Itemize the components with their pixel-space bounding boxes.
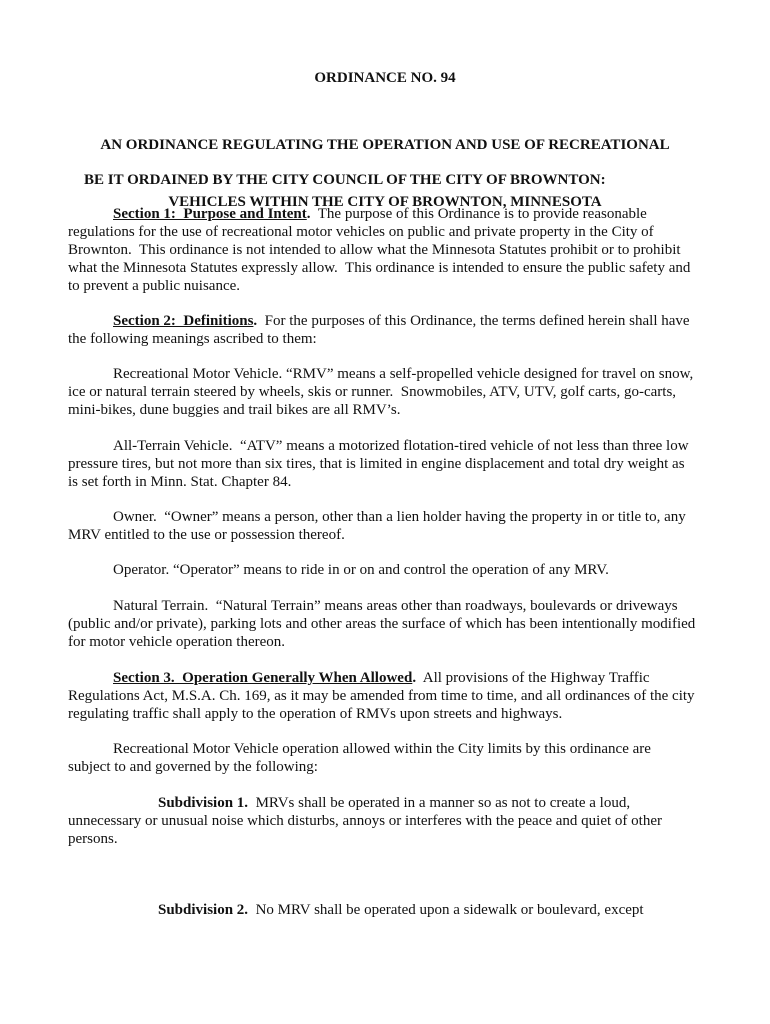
paragraph-line	[68, 205, 758, 223]
paragraph-line: what the Minnesota Statutes expressly allow. This ordinance is intended to ensure the public safety and	[68, 260, 691, 276]
paragraph-line	[68, 312, 758, 330]
paragraph-line: pressure tires, but not more than six tires, that is limited in engine displacement and total dry weight as	[68, 456, 685, 472]
paragraph-line: subject to and governed by the following:	[68, 759, 318, 775]
paragraph-text: For the purposes of this Ordinance, the terms defined herein shall have	[257, 313, 690, 329]
paragraph-line: is set forth in Minn. Stat. Chapter 84.	[68, 474, 292, 490]
paragraph-line: ice or natural terrain steered by wheels, skis or runner. Snowmobiles, ATV, UTV, golf carts, go-carts,	[68, 384, 677, 400]
ordinance-title-line: VEHICLES WITHIN THE CITY OF BROWNTON, MINNESOTA	[168, 194, 602, 210]
paragraph-line: unnecessary or unusual noise which disturbs, annoys or interferes with the peace and quiet of other	[68, 813, 662, 829]
definition-operator	[68, 561, 758, 579]
paragraph-line	[68, 901, 758, 919]
section-3-intro	[68, 740, 758, 776]
paragraph-line: the following meanings ascribed to them:	[68, 331, 317, 347]
paragraph-text: No MRV shall be operated upon a sidewalk or boulevard, except	[248, 902, 644, 918]
paragraph-text: The purpose of this Ordinance is to provide reasonable	[310, 206, 647, 222]
paragraph-line: Recreational Motor Vehicle operation allowed within the City limits by this ordinance are	[113, 741, 651, 757]
section-heading-period: .	[306, 206, 311, 222]
section-2-definitions	[68, 312, 758, 348]
paragraph-text: MRVs shall be operated in a manner so as not to create a loud,	[248, 795, 631, 811]
definition-all-terrain-vehicle	[68, 437, 758, 491]
paragraph-text: All provisions of the Highway Traffic	[416, 670, 650, 686]
paragraph-line: (public and/or private), parking lots and other areas the surface of which has been intentionally modified	[68, 616, 696, 632]
paragraph-line: persons.	[68, 831, 118, 847]
paragraph-line: Owner. “Owner” means a person, other than a lien holder having the property in or title to, any	[113, 509, 686, 525]
subdivision-heading: Subdivision 1.	[158, 795, 249, 811]
ordinance-number: ORDINANCE NO. 94	[314, 70, 456, 86]
paragraph-line: for motor vehicle operation thereon.	[68, 634, 286, 650]
paragraph-line: All-Terrain Vehicle. “ATV” means a motorized flotation-tired vehicle of not less than three low	[113, 438, 689, 454]
definition-owner	[68, 508, 758, 544]
paragraph-line: Operator. “Operator” means to ride in or on and control the operation of any MRV.	[113, 562, 609, 578]
enacting-clause: BE IT ORDAINED BY THE CITY COUNCIL OF THE CITY OF BROWNTON:	[84, 172, 606, 188]
subdivision-2	[68, 901, 758, 919]
section-heading: Section 1: Purpose and Intent	[113, 206, 307, 222]
paragraph-line: MRV entitled to the use or possession thereof.	[68, 527, 345, 543]
paragraph-line: mini-bikes, dune buggies and trail bikes are all RMV’s.	[68, 402, 401, 418]
paragraph-line	[68, 669, 758, 687]
section-heading-period: .	[253, 313, 258, 329]
paragraph-line: to prevent a public nuisance.	[68, 278, 241, 294]
paragraph-line: Regulations Act, M.S.A. Ch. 169, as it may be amended from time to time, and all ordinances of the city	[68, 688, 695, 704]
section-3-operation-generally	[68, 669, 758, 723]
definition-recreational-motor-vehicle	[68, 365, 758, 419]
section-heading: Section 2: Definitions	[113, 313, 254, 329]
definition-natural-terrain	[68, 597, 758, 651]
paragraph-line: regulating traffic shall apply to the operation of RMVs upon streets and highways.	[68, 706, 563, 722]
paragraph-line: Brownton. This ordinance is not intended to allow what the Minnesota Statutes prohibit or to prohibit	[68, 242, 681, 258]
paragraph-line: regulations for the use of recreational motor vehicles on public and private property in the City of	[68, 224, 654, 240]
ordinance-title-line: AN ORDINANCE REGULATING THE OPERATION AND USE OF RECREATIONAL	[100, 137, 670, 153]
subdivision-heading: Subdivision 2.	[158, 902, 249, 918]
section-1-purpose-and-intent	[68, 205, 758, 295]
subdivision-1	[68, 794, 758, 848]
section-heading: Section 3. Operation Generally When Allowed	[113, 670, 413, 686]
section-heading-period: .	[412, 670, 417, 686]
paragraph-line: Recreational Motor Vehicle. “RMV” means a self-propelled vehicle designed for travel on snow,	[113, 366, 694, 382]
paragraph-line: Natural Terrain. “Natural Terrain” means areas other than roadways, boulevards or driveways	[113, 598, 678, 614]
paragraph-line	[68, 794, 758, 812]
